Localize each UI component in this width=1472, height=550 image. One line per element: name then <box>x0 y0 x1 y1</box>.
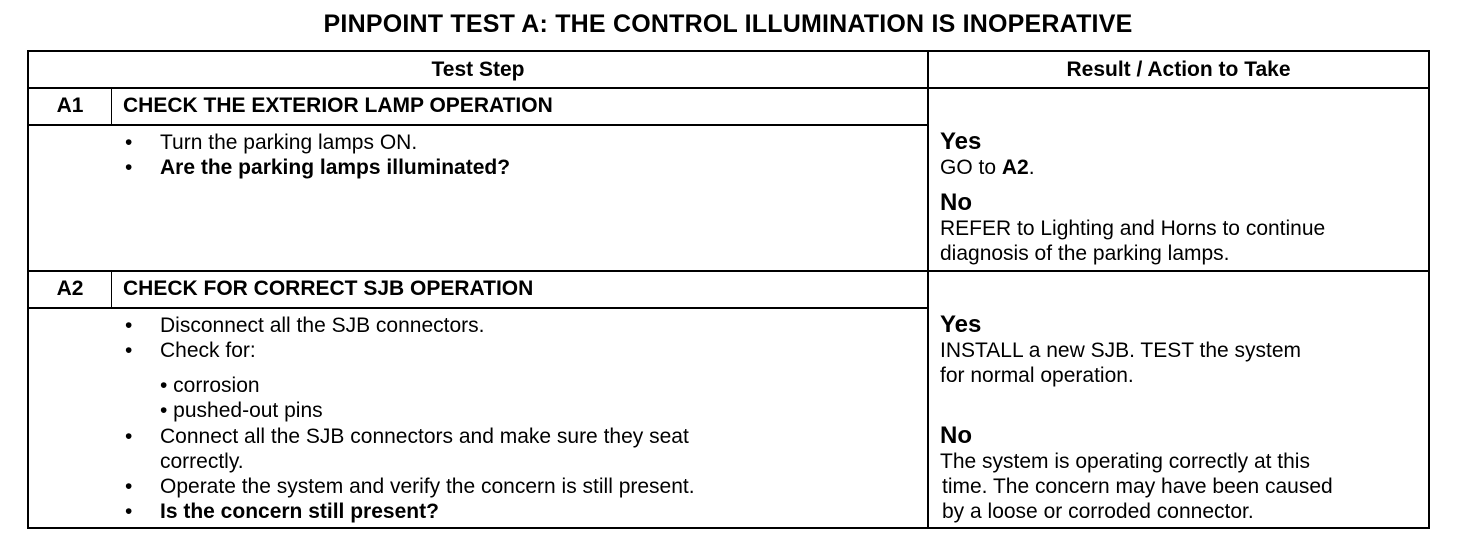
a2-heading-underline <box>29 307 927 309</box>
a1-yes-label: Yes <box>940 128 982 155</box>
a2-no-line-2: time. The concern may have been caused <box>942 475 1333 498</box>
a1-item-1: Turn the parking lamps ON. <box>160 131 418 154</box>
bullet: • <box>125 156 133 179</box>
a2-item-5: Is the concern still present? <box>160 500 439 523</box>
bullet: • <box>125 425 133 448</box>
id-divider-a1 <box>111 89 112 125</box>
a2-subitem-2: • pushed-out pins <box>160 399 323 422</box>
a2-item-4: Operate the system and verify the concern is still present. <box>160 475 695 498</box>
id-divider-a2 <box>111 272 112 308</box>
a2-item-3: Connect all the SJB connectors and make sure they seat <box>160 425 689 448</box>
a2-item-2: Check for: <box>160 339 256 362</box>
bullet: • <box>125 314 133 337</box>
header-test-step: Test Step <box>431 58 525 81</box>
a2-yes-line-2: for normal operation. <box>940 364 1134 387</box>
a1-no-label: No <box>940 189 972 216</box>
a2-yes-line-1: INSTALL a new SJB. TEST the system <box>940 339 1302 362</box>
a1-item-2: Are the parking lamps illuminated? <box>160 156 511 179</box>
a2-item-1: Disconnect all the SJB connectors. <box>160 314 485 337</box>
a1-heading-underline <box>29 124 927 126</box>
step-id-a2: A2 <box>56 277 84 300</box>
a1-no-line-1: REFER to Lighting and Horns to continue <box>940 217 1326 240</box>
a2-subitem-1: • corrosion <box>160 374 260 397</box>
a2-item-3-cont: correctly. <box>160 450 244 473</box>
step-heading-a1: CHECK THE EXTERIOR LAMP OPERATION <box>123 94 553 117</box>
a2-no-line-3: by a loose or corroded connector. <box>942 500 1254 523</box>
a2-yes-label: Yes <box>940 311 982 338</box>
bullet: • <box>125 475 133 498</box>
row-divider <box>29 270 1428 272</box>
a2-no-line-1: The system is operating correctly at this <box>940 450 1310 473</box>
a1-yes-text: GO to A2. <box>940 156 1035 179</box>
bullet: • <box>125 339 133 362</box>
step-id-a1: A1 <box>56 94 84 117</box>
header-result: Result / Action to Take <box>1066 58 1291 81</box>
bullet: • <box>125 131 133 154</box>
a2-no-label: No <box>940 422 972 449</box>
a1-no-line-2: diagnosis of the parking lamps. <box>940 242 1230 265</box>
column-divider <box>927 52 929 527</box>
header-underline <box>29 87 1428 89</box>
page-title: PINPOINT TEST A: THE CONTROL ILLUMINATION IS INOPERATIVE <box>323 10 1133 38</box>
step-heading-a2: CHECK FOR CORRECT SJB OPERATION <box>123 277 534 300</box>
bullet: • <box>125 500 133 523</box>
pinpoint-test-table <box>27 50 1430 529</box>
